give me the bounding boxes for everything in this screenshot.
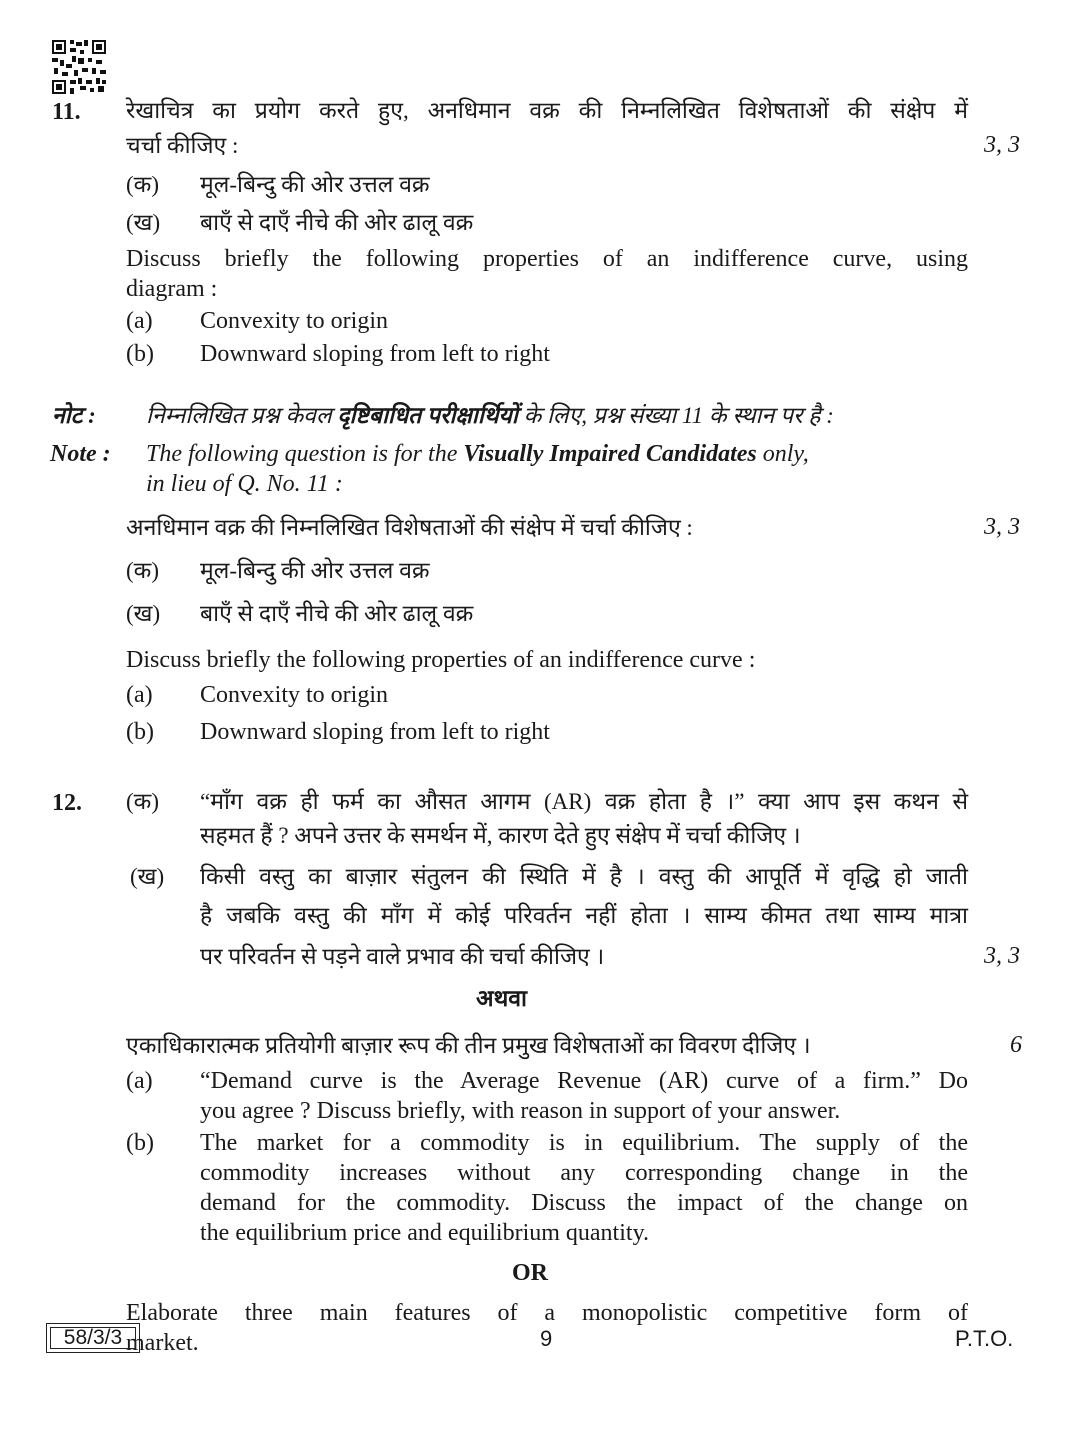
note-text-hindi: निम्नलिखित प्रश्न केवल दृष्टिबाधित परीक्षार्थियों के लिए, प्रश्न संख्या 11 के स्थान पर है :: [146, 403, 834, 428]
q11-hindi-line2: चर्चा कीजिए :: [126, 133, 239, 158]
question-number: 11.: [52, 99, 81, 125]
q11-english-line2: diagram :: [126, 276, 218, 302]
list-item: बाएँ से दाएँ नीचे की ओर ढालू वक्र: [200, 210, 474, 235]
q12-b-english-line2: commodity increases without any corresponding change in the: [200, 1160, 968, 1186]
paper-code-box: 58/3/3: [46, 1323, 140, 1353]
q12-a-hindi-line1: “माँग वक्र ही फर्म का औसत आगम (AR) वक्र होता है ।” क्या आप इस कथन से: [200, 789, 968, 814]
list-item: Convexity to origin: [200, 308, 388, 334]
q12-b-hindi-line3: पर परिवर्तन से पड़ने वाले प्रभाव की चर्चा कीजिए ।: [200, 944, 605, 969]
list-item: Downward sloping from left to right: [200, 341, 550, 367]
list-label: (b): [126, 341, 154, 367]
list-label: (ख): [126, 601, 161, 626]
q11-vi-english-line: Discuss briefly the following properties of an indifference curve :: [126, 647, 756, 673]
q12-or-hindi-line: एकाधिकारात्मक प्रतियोगी बाज़ार रूप की तीन प्रमुख विशेषताओं का विवरण दीजिए ।: [126, 1033, 811, 1058]
q12-a-english-line2: you agree ? Discuss briefly, with reason in support of your answer.: [200, 1098, 841, 1124]
q11-english-line1: Discuss briefly the following properties of an indifference curve, using: [126, 246, 968, 272]
pto-label: P.T.O.: [955, 1326, 1014, 1351]
list-label: (क): [126, 558, 159, 583]
note-label-hindi: नोट :: [52, 403, 96, 428]
list-label: (b): [126, 719, 154, 745]
q12-b-hindi-line1: किसी वस्तु का बाज़ार संतुलन की स्थिति में है । वस्तु की आपूर्ति में वृद्धि हो जाती: [200, 864, 968, 889]
list-label: (ख): [130, 864, 165, 889]
q12-or-english-line1: Elaborate three main features of a monopolistic competitive form of: [126, 1300, 968, 1326]
page-number: 9: [540, 1326, 553, 1351]
list-label: (a): [126, 1068, 153, 1094]
q12-b-english-line4: the equilibrium price and equilibrium quantity.: [200, 1220, 650, 1246]
question-number: 12.: [52, 790, 82, 816]
marks: 6: [1010, 1032, 1022, 1058]
note-text-english-line2: in lieu of Q. No. 11 :: [146, 471, 343, 497]
q12-b-english-line3: demand for the commodity. Discuss the impact of the change on: [200, 1190, 968, 1216]
q12-or-english-line2: market.: [126, 1330, 199, 1356]
list-label: (ख): [126, 210, 161, 235]
list-item: मूल-बिन्दु की ओर उत्तल वक्र: [200, 172, 430, 197]
list-item: Convexity to origin: [200, 682, 388, 708]
marks: 3, 3: [984, 132, 1020, 158]
q11-vi-hindi-line: अनधिमान वक्र की निम्नलिखित विशेषताओं की संक्षेप में चर्चा कीजिए :: [126, 515, 693, 540]
note-text-english: The following question is for the Visually Impaired Candidates only,: [146, 441, 809, 467]
list-label: (क): [126, 172, 159, 197]
list-item: Downward sloping from left to right: [200, 719, 550, 745]
or-hindi: अथवा: [476, 986, 528, 1011]
or-english: OR: [512, 1260, 548, 1286]
q12-a-hindi-line2: सहमत हैं ? अपने उत्तर के समर्थन में, कारण देते हुए संक्षेप में चर्चा कीजिए ।: [200, 823, 801, 848]
list-item: बाएँ से दाएँ नीचे की ओर ढालू वक्र: [200, 601, 474, 626]
list-item: मूल-बिन्दु की ओर उत्तल वक्र: [200, 558, 430, 583]
list-label: (a): [126, 682, 153, 708]
note-label-english: Note :: [50, 441, 111, 467]
list-label: (b): [126, 1130, 154, 1156]
q11-hindi-line1: रेखाचित्र का प्रयोग करते हुए, अनधिमान वक्र की निम्नलिखित विशेषताओं की संक्षेप में: [126, 98, 968, 123]
q12-b-english-line1: The market for a commodity is in equilibrium. The supply of the: [200, 1130, 968, 1156]
list-label: (क): [126, 789, 159, 814]
q12-a-english-line1: “Demand curve is the Average Revenue (AR) curve of a firm.” Do: [200, 1068, 968, 1094]
marks: 3, 3: [984, 943, 1020, 969]
marks: 3, 3: [984, 514, 1020, 540]
list-label: (a): [126, 308, 153, 334]
q12-b-hindi-line2: है जबकि वस्तु की माँग में कोई परिवर्तन नहीं होता । साम्य कीमत तथा साम्य मात्रा: [200, 903, 968, 928]
qr-code-icon: [52, 40, 106, 94]
